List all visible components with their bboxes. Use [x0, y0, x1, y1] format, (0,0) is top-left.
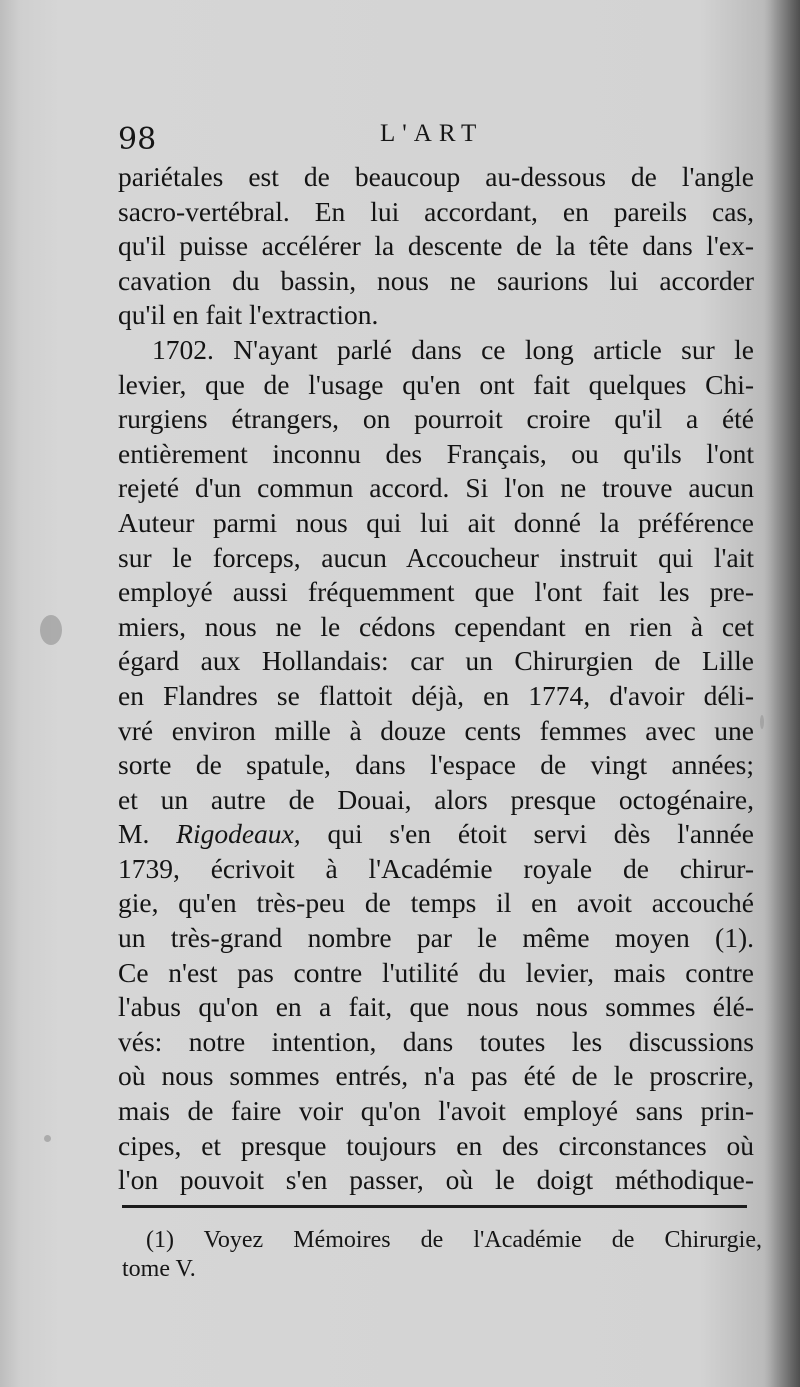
text-line: rurgiens étrangers, on pourroit croire qu'il a été: [118, 403, 754, 435]
paper-speck: [760, 715, 764, 729]
running-head: L'ART: [380, 120, 484, 147]
text-line: 1739, écrivoit à l'Académie royale de chirur-: [118, 852, 754, 884]
footnote: [122, 1226, 762, 1284]
body-text: [118, 160, 754, 1198]
text-line: sorte de spatule, dans l'espace de vingt années;: [118, 749, 754, 781]
page-header: [118, 120, 748, 160]
text-line: sur le forceps, aucun Accoucheur instruit qui l'ait: [118, 541, 754, 573]
italic-surname: Rigodeaux,: [176, 818, 301, 850]
paper-speck: [40, 615, 62, 645]
text-line: gie, qu'en très-peu de temps il en avoit accouché: [118, 887, 754, 919]
text-line: un très-grand nombre par le même moyen (1).: [118, 922, 754, 954]
text-line: levier, que de l'usage qu'en ont fait quelques Chi-: [118, 368, 754, 400]
text-line: où nous sommes entrés, n'a pas été de le proscrire,: [118, 1060, 754, 1092]
text-line: en Flandres se flattoit déjà, en 1774, d'avoir déli-: [118, 679, 754, 711]
text-line: vré environ mille à douze cents femmes avec une: [118, 714, 754, 746]
text-line: l'on pouvoit s'en passer, où le doigt méthodique-: [118, 1164, 754, 1196]
page-number: 98: [118, 122, 157, 157]
footnote-separator-rule: [122, 1205, 747, 1208]
text-line: cavation du bassin, nous ne saurions lui accorder: [118, 264, 754, 296]
text-line: Ce n'est pas contre l'utilité du levier, mais contre: [118, 956, 754, 988]
text-line: mais de faire voir qu'on l'avoit employé sans prin-: [118, 1095, 754, 1127]
text-line: et un autre de Douai, alors presque octogénaire,: [118, 783, 754, 815]
footnote-line: (1) Voyez Mémoires de l'Académie de Chirurgie,: [146, 1227, 762, 1253]
text-line: qu'il puisse accélérer la descente de la tête dans l'ex-: [118, 230, 754, 262]
paragraph-start-line: 1702. N'ayant parlé dans ce long article sur le: [152, 333, 754, 365]
text-line: rejeté d'un commun accord. Si l'on ne trouve aucun: [118, 472, 754, 504]
text-segment: qui s'en étoit servi dès l'année: [300, 818, 754, 850]
text-line: employé aussi fréquemment que l'ont fait les pre-: [118, 576, 754, 608]
text-line: cipes, et presque toujours en des circonstances où: [118, 1129, 754, 1161]
text-line: entièrement inconnu des Français, ou qu'ils l'ont: [118, 437, 754, 469]
text-line: qu'il en fait l'extraction.: [118, 299, 379, 331]
footnote-line: tome V.: [122, 1256, 196, 1282]
paper-speck: [44, 1135, 51, 1142]
text-segment: M.: [118, 818, 177, 850]
text-line-with-name: [118, 817, 754, 852]
text-line: sacro-vertébral. En lui accordant, en pareils cas,: [118, 195, 754, 227]
text-line: égard aux Hollandais: car un Chirurgien de Lille: [118, 645, 754, 677]
book-spine-shadow: [764, 0, 800, 1387]
text-line: vés: notre intention, dans toutes les discussions: [118, 1025, 754, 1057]
text-line: pariétales est de beaucoup au-dessous de l'angle: [118, 161, 754, 192]
text-line: l'abus qu'on en a fait, que nous nous sommes élé-: [118, 991, 754, 1023]
text-line: miers, nous ne le cédons cependant en rien à cet: [118, 610, 754, 642]
text-line: Auteur parmi nous qui lui ait donné la préférence: [118, 506, 754, 538]
